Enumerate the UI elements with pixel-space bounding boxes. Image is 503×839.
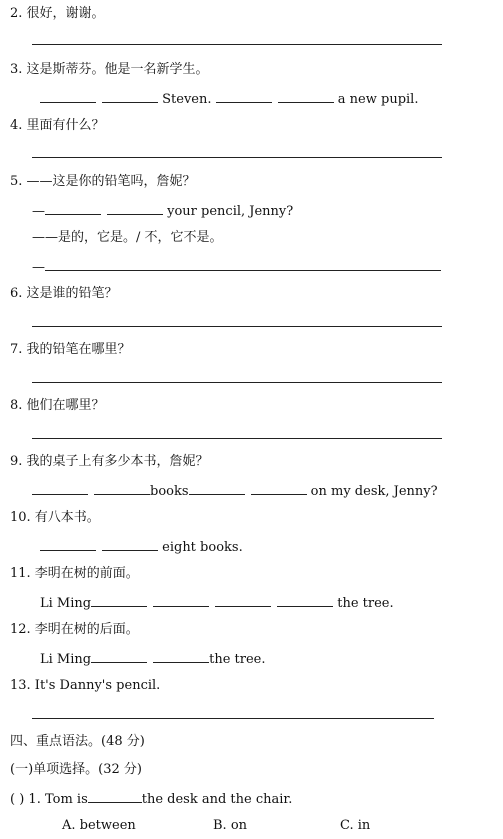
answer-line-13[interactable] <box>32 718 434 719</box>
mcq-stem-end: the desk and the chair. <box>141 792 293 807</box>
fill-text: Steven. <box>162 92 212 107</box>
answer-row-3 <box>40 90 418 108</box>
mcq-1-stem <box>10 790 292 808</box>
blank[interactable] <box>189 482 245 495</box>
blank[interactable] <box>153 594 209 607</box>
answer-row-5a <box>32 202 293 220</box>
fill-text: your pencil, Jenny? <box>167 204 294 219</box>
question-6: 6. 这是谁的铅笔？ <box>10 286 118 301</box>
blank[interactable] <box>215 594 271 607</box>
fill-text: Li Ming <box>40 652 92 667</box>
blank[interactable] <box>102 90 158 103</box>
question-9: 9. 我的桌子上有多少本书，詹妮？ <box>10 454 209 469</box>
answer-line-7[interactable] <box>32 382 442 383</box>
answer-line-2[interactable] <box>32 44 442 45</box>
question-8: 8. 他们在哪里？ <box>10 398 105 413</box>
fill-text: books <box>150 484 189 499</box>
fill-text: a new pupil. <box>337 92 419 107</box>
section-title: 四、重点语法。(48 分) <box>10 734 145 749</box>
answer-row-12 <box>40 650 265 668</box>
blank[interactable] <box>40 538 96 551</box>
answer-row-9 <box>32 482 438 500</box>
blank[interactable] <box>40 90 96 103</box>
blank[interactable] <box>91 650 147 663</box>
subsection-title: (一)单项选择。(32 分) <box>10 762 142 777</box>
answer-row-5b <box>32 258 441 276</box>
answer-line-4[interactable] <box>32 157 442 158</box>
question-2: 2. 很好，谢谢。 <box>10 6 105 21</box>
fill-text: eight books. <box>162 540 243 555</box>
dash: — <box>32 204 45 219</box>
mcq-1-option-a[interactable]: A. between <box>62 818 136 833</box>
blank[interactable] <box>251 482 307 495</box>
answer-line-6[interactable] <box>32 326 442 327</box>
mcq-1-option-b[interactable]: B. on <box>213 818 248 833</box>
blank[interactable] <box>153 650 209 663</box>
blank[interactable] <box>107 202 163 215</box>
question-10: 10. 有八本书。 <box>10 510 100 525</box>
answer-paren[interactable]: ( ) <box>10 792 25 807</box>
dash: — <box>32 260 45 275</box>
question-5-reply: ——是的，它是。/ 不，它不是。 <box>32 230 223 245</box>
mcq-stem-start: 1. Tom is <box>28 792 88 807</box>
blank[interactable] <box>216 90 272 103</box>
blank[interactable] <box>277 594 333 607</box>
question-12: 12. 李明在树的后面。 <box>10 622 139 637</box>
blank[interactable] <box>91 594 147 607</box>
blank[interactable] <box>32 482 88 495</box>
question-7: 7. 我的铅笔在哪里？ <box>10 342 131 357</box>
blank[interactable] <box>102 538 158 551</box>
blank[interactable] <box>45 258 441 271</box>
fill-text: on my desk, Jenny? <box>310 484 438 499</box>
fill-text: Li Ming <box>40 596 92 611</box>
blank[interactable] <box>88 790 142 803</box>
blank[interactable] <box>278 90 334 103</box>
question-11: 11. 李明在树的前面。 <box>10 566 139 581</box>
answer-row-11 <box>40 594 394 612</box>
question-5: 5. ——这是你的铅笔吗，詹妮？ <box>10 174 196 189</box>
question-3: 3. 这是斯蒂芬。他是一名新学生。 <box>10 62 209 77</box>
mcq-1-option-c[interactable]: C. in <box>340 818 371 833</box>
fill-text: the tree. <box>209 652 266 667</box>
fill-text: the tree. <box>337 596 394 611</box>
question-13: 13. It's Danny's pencil. <box>10 678 161 693</box>
question-4: 4. 里面有什么？ <box>10 118 105 133</box>
blank[interactable] <box>45 202 101 215</box>
answer-row-10 <box>40 538 243 556</box>
blank[interactable] <box>94 482 150 495</box>
answer-line-8[interactable] <box>32 438 442 439</box>
